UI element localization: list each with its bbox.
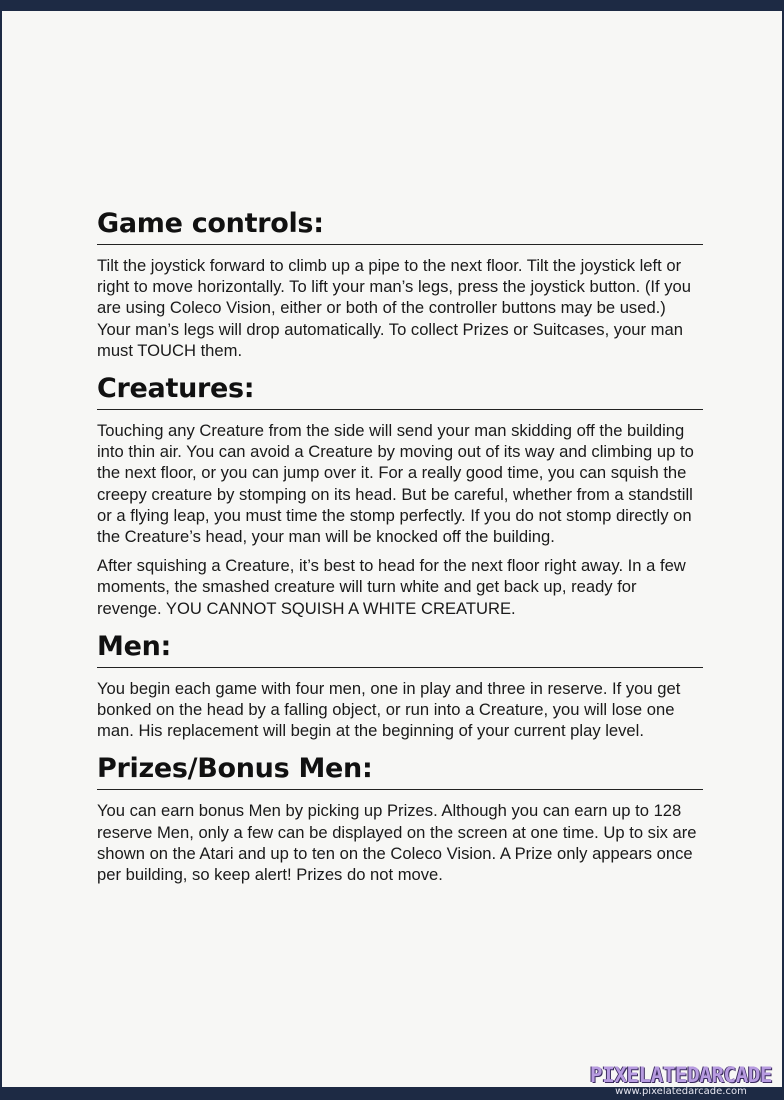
paragraph: You begin each game with four men, one in play and three in reserve. If you get bonked on the head by a falling object, or run into a Creature, you will lose one man. His replacement will begin at the beginning of your current play level. [97, 678, 681, 741]
watermark-url: www.pixelatedarcade.com [615, 1086, 747, 1097]
section-body [97, 255, 703, 361]
section-game-controls [97, 206, 703, 361]
section-body [97, 678, 703, 742]
paragraph: You can earn bonus Men by picking up Prizes. Although you can earn up to 128 reserve Men, only a few can be displayed on the screen at one time. Up to six are shown on the Atari and up to ten on the Coleco Vision. A Prize only appears once per building, so keep alert! Prizes do not move. [97, 801, 697, 885]
watermark-logo: PIXELATEDARCADE [589, 1063, 773, 1087]
watermark [582, 1063, 780, 1098]
paragraph: After squishing a Creature, it’s best to head for the next floor right away. In a few moments, the smashed creature will turn white and get back up, ready for revenge. YOU CANNOT SQUISH A WHITE CREATURE. [97, 556, 686, 618]
section-title: Men: [97, 629, 703, 668]
manual-page [2, 11, 782, 1087]
paragraph: Touching any Creature from the side will send your man skidding off the building into thin air. You can avoid a Creature by moving out of its way and climbing up to the next floor, or you can jump over it. For a really good time, you can squish the creepy creature by stomping on its head. But be careful, whether from a standstill or a flying leap, you must time the stomp perfectly. If you do not stomp directly on the Creature’s head, your man will be knocked off the building. [97, 421, 694, 547]
section-men [97, 629, 703, 742]
section-creatures [97, 371, 703, 619]
section-title: Prizes/Bonus Men: [97, 751, 703, 790]
section-body [97, 420, 703, 619]
manual-content [97, 206, 703, 895]
section-body [97, 800, 703, 885]
section-prizes-bonus-men [97, 751, 703, 885]
paragraph: Tilt the joystick forward to climb up a pipe to the next floor. Tilt the joystick left or right to move horizontally. To lift your man’s legs, press the joystick button. (If you are using Coleco Vision, either or both of the controller buttons may be used.) Your man’s legs will drop automatically. To collect Prizes or Suitcases, your man must TOUCH them. [97, 256, 691, 360]
section-title: Creatures: [97, 371, 703, 410]
section-title: Game controls: [97, 206, 703, 245]
